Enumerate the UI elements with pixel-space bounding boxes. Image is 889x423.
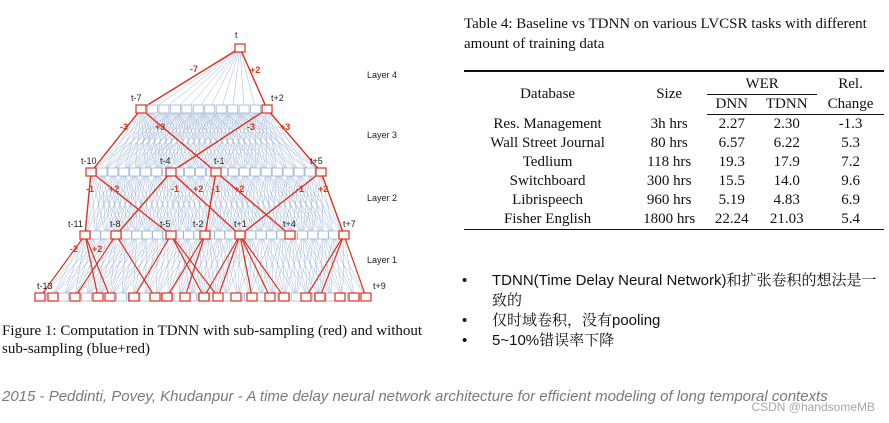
subsampled-edge (116, 235, 155, 297)
input-node (117, 293, 127, 301)
list-item (462, 331, 882, 351)
cell-rel: 9.6 (841, 173, 860, 189)
results-table (464, 70, 884, 230)
layer-3-node (239, 105, 249, 113)
layer-3-node (205, 105, 215, 113)
layer-1-node (266, 231, 276, 239)
cell-tdnn: 2.30 (773, 116, 800, 132)
layer-1-node (215, 231, 225, 239)
layer-3-node (170, 105, 180, 113)
full-edge (267, 109, 310, 172)
input-subsampled-node (301, 293, 311, 301)
full-edge (110, 235, 137, 297)
subsampled-edge (344, 235, 366, 297)
layer-2-node (305, 168, 315, 176)
full-edge (156, 235, 178, 297)
cell-size: 960 hrs (646, 192, 692, 208)
output-node (235, 44, 245, 52)
cell-database: Wall Street Journal (490, 135, 605, 151)
full-edge (296, 235, 302, 297)
subsampled-edge (141, 48, 240, 109)
full-edge (98, 235, 137, 297)
layer-1-label: Layer 1 (367, 255, 398, 265)
cell-dnn: 2.27 (718, 116, 745, 132)
layer-2-subsampled-node (316, 168, 326, 176)
layer-1-node (132, 231, 142, 239)
full-edge (299, 172, 302, 235)
layer-3-node (193, 105, 203, 113)
input-subsampled-node (180, 293, 190, 301)
weight-label-l2-h: +2 (318, 184, 329, 194)
full-edge (344, 235, 354, 297)
header-database: Database (464, 71, 631, 115)
weight-label-l2-c: -1 (171, 184, 180, 194)
layer-2-subsampled-node (86, 168, 96, 176)
layer-2-node (119, 168, 129, 176)
layer-2-node (108, 168, 118, 176)
full-edge (187, 48, 240, 109)
input-subsampled-node (70, 293, 80, 301)
node-label-t-7: t-7 (131, 93, 142, 103)
layer-2-node (228, 168, 238, 176)
cell-dnn: 15.5 (718, 173, 745, 189)
cell-dnn: 19.3 (718, 154, 745, 170)
input-subsampled-node (129, 293, 139, 301)
input-subsampled-node (247, 293, 257, 301)
cell-tdnn: 17.9 (773, 154, 800, 170)
layer-1-node (90, 231, 100, 239)
cell-tdnn: 6.22 (773, 135, 800, 151)
input-subsampled-node (315, 293, 325, 301)
layer-1-subsampled-node (80, 231, 90, 239)
input-subsampled-node (35, 293, 45, 301)
layer-3-node (251, 105, 261, 113)
table-caption: Table 4: Baseline vs TDNN on various LVCSR tasks with different amount of training data (464, 16, 867, 52)
weight-label-l2-f: +2 (234, 184, 245, 194)
input-subsampled-node (361, 293, 371, 301)
node-label-t-2: t-2 (193, 219, 204, 229)
note-text: 仅时域卷积，没有pooling (492, 312, 661, 329)
note-text: TDNN(Time Delay Neural Network)和扩张卷积的想法是一致的 (492, 272, 877, 309)
full-edge (310, 172, 313, 235)
layer-3-node (159, 105, 169, 113)
full-edge (135, 109, 141, 172)
layer-1-node (256, 231, 266, 239)
input-node (140, 293, 150, 301)
node-label-t-13: t-13 (37, 281, 53, 291)
full-edge (310, 172, 334, 235)
cell-dnn: 5.19 (718, 192, 745, 208)
subsampled-edge (320, 235, 344, 297)
full-edge (267, 109, 291, 172)
note-text: 5~10%错误率下降 (492, 332, 615, 349)
full-edge (251, 235, 261, 297)
layer-1-subsampled-node (339, 231, 349, 239)
table-row (464, 172, 884, 191)
node-label-t+2: t+2 (271, 93, 284, 103)
input-node (82, 293, 92, 301)
cell-dnn: 6.57 (718, 135, 745, 151)
layer-1-node (184, 231, 194, 239)
weight-label-l3-b: +3 (155, 122, 166, 132)
layer-2-label: Layer 2 (367, 193, 398, 203)
weight-label-l2-e: -1 (212, 184, 221, 194)
node-label-t+1: t+1 (234, 219, 247, 229)
cell-size: 1800 hrs (631, 210, 707, 230)
layer-3-label: Layer 3 (367, 130, 398, 140)
cell-rel: -1.3 (838, 116, 863, 132)
weight-label-l2-g: -1 (296, 184, 305, 194)
bullet-marker: • (462, 312, 468, 329)
cell-rel: 5.4 (817, 210, 884, 230)
layer-1-node (308, 231, 318, 239)
cell-rel: 5.3 (841, 135, 860, 151)
layer-1-node (298, 231, 308, 239)
input-subsampled-node (213, 293, 223, 301)
table-row (464, 115, 884, 135)
layer-4-label: Layer 4 (367, 70, 398, 80)
weight-label-l2-d: +2 (193, 184, 204, 194)
list-item (462, 271, 882, 311)
cell-database: Tedlium (522, 154, 573, 170)
subsampled-edge (321, 172, 344, 235)
cell-size: 80 hrs (650, 135, 688, 151)
weight-label-l2-a: -1 (86, 184, 95, 194)
header-wer: WER (707, 71, 817, 95)
layer-1-subsampled-node (111, 231, 121, 239)
full-edge (175, 48, 240, 109)
bullet-marker: • (462, 332, 468, 349)
layer-1-node (225, 231, 235, 239)
cell-tdnn: 14.0 (773, 173, 800, 189)
layer-1-node (153, 231, 163, 239)
node-label-t-4: t-4 (160, 156, 171, 166)
cell-tdnn: 21.03 (756, 210, 817, 230)
input-subsampled-node (105, 293, 115, 301)
cell-size: 300 hrs (646, 173, 692, 189)
input-subsampled-node (150, 293, 160, 301)
node-label-t+5: t+5 (310, 156, 323, 166)
input-subsampled-node (279, 293, 289, 301)
input-subsampled-node (335, 293, 345, 301)
layer-2-node (294, 168, 304, 176)
node-label-t-1: t-1 (214, 156, 225, 166)
cell-rel: 7.2 (841, 154, 860, 170)
watermark: CSDN @handsomeMB (751, 400, 875, 414)
node-label-t-10: t-10 (81, 156, 97, 166)
weight-label-l3-a: -3 (120, 122, 129, 132)
layer-3-node (228, 105, 238, 113)
layer-3-node (147, 105, 157, 113)
subsampled-edge (85, 172, 91, 235)
bullet-marker: • (462, 272, 468, 289)
node-label-t+9: t+9 (373, 281, 386, 291)
layer-2-subsampled-node (166, 168, 176, 176)
layer-1-node (142, 231, 152, 239)
tdnn-diagram (0, 0, 450, 315)
weight-label-l3-c: -3 (247, 122, 256, 132)
input-subsampled-node (231, 293, 241, 301)
weight-label-l3-d: +3 (280, 122, 291, 132)
layer-1-node (246, 231, 256, 239)
node-label-t+7: t+7 (343, 219, 356, 229)
weight-label-l1-left: -2 (70, 244, 79, 254)
weight-label-l4-right: +2 (250, 65, 261, 75)
subsampled-edge (204, 235, 240, 297)
layer-3-node (216, 105, 226, 113)
header-rel-line1: Rel. (817, 71, 884, 95)
full-edge (203, 235, 230, 297)
layer-2-node (141, 168, 151, 176)
figure-caption: Figure 1: Computation in TDNN with sub-sampling (red) and without sub-sampling (blue+red) (2, 323, 423, 357)
table-row (464, 191, 884, 210)
full-edge (156, 235, 167, 297)
notes-list (462, 271, 882, 351)
weight-label-l1-right: +2 (92, 244, 103, 254)
list-item (462, 311, 882, 331)
full-edge (156, 235, 157, 297)
layer-3-subsampled-node (136, 105, 146, 113)
cell-size: 118 hrs (647, 154, 692, 170)
full-edge (220, 172, 223, 235)
full-edge (215, 235, 251, 297)
cell-database: Librispeech (512, 192, 583, 208)
input-node (291, 293, 301, 301)
node-label-t-11: t-11 (68, 219, 83, 229)
layer-1-subsampled-node (166, 231, 176, 239)
layer-2-node (152, 168, 162, 176)
input-subsampled-node (199, 293, 209, 301)
layer-1-subsampled-node (285, 231, 295, 239)
subsampled-edge (240, 48, 267, 109)
full-edge (250, 235, 272, 297)
full-edge (145, 235, 168, 297)
layer-2-node (272, 168, 282, 176)
full-edge (110, 235, 116, 297)
layer-3-node (182, 105, 192, 113)
layer-2-node (130, 168, 140, 176)
header-tdnn: TDNN (756, 95, 817, 115)
cell-database: Fisher English (464, 210, 631, 230)
layer-1-subsampled-node (235, 231, 245, 239)
layer-2-node (239, 168, 249, 176)
layer-3-subsampled-node (262, 105, 272, 113)
header-dnn: DNN (707, 95, 756, 115)
layer-2-subsampled-node (211, 168, 221, 176)
layer-1-node (121, 231, 131, 239)
full-edge (168, 235, 209, 297)
layer-2-node (97, 168, 107, 176)
layer-1-node (101, 231, 111, 239)
cell-database: Res. Management (493, 115, 602, 132)
node-label-t-8: t-8 (110, 219, 121, 229)
cell-dnn: 22.24 (707, 210, 756, 230)
table-row (464, 210, 884, 230)
full-edge (164, 48, 240, 109)
input-subsampled-node (349, 293, 359, 301)
full-edge (152, 48, 240, 109)
node-label-t: t (235, 30, 238, 40)
header-size: Size (631, 71, 707, 115)
layer-2-node (261, 168, 271, 176)
layer-1-node (318, 231, 328, 239)
cell-tdnn: 4.83 (773, 192, 800, 208)
layer-1-subsampled-node (200, 231, 210, 239)
node-label-t+4: t+4 (283, 219, 296, 229)
weight-label-l4-left: -7 (190, 64, 199, 74)
input-subsampled-node (162, 293, 172, 301)
cell-database: Switchboard (509, 173, 586, 189)
layer-2-node (196, 168, 206, 176)
input-node (58, 293, 68, 301)
input-subsampled-node (48, 293, 58, 301)
input-subsampled-node (93, 293, 103, 301)
full-edge (255, 172, 261, 235)
table-row (464, 153, 884, 172)
table-row (464, 134, 884, 153)
full-edge (256, 109, 300, 172)
citation: 2015 - Peddinti, Povey, Khudanpur - A time delay neural network architecture for efficient modeling of long temporal contexts (2, 388, 828, 405)
node-label-t-5: t-5 (160, 219, 171, 229)
layer-1-node (329, 231, 339, 239)
layer-2-node (185, 168, 195, 176)
layer-2-node (250, 168, 260, 176)
cell-rel: 6.9 (841, 192, 860, 208)
full-edge (313, 235, 354, 297)
weight-label-l2-b: +2 (109, 184, 120, 194)
header-rel-line2: Change (817, 95, 884, 115)
layer-2-node (283, 168, 293, 176)
input-subsampled-node (265, 293, 275, 301)
cell-size: 3h hrs (650, 115, 688, 132)
